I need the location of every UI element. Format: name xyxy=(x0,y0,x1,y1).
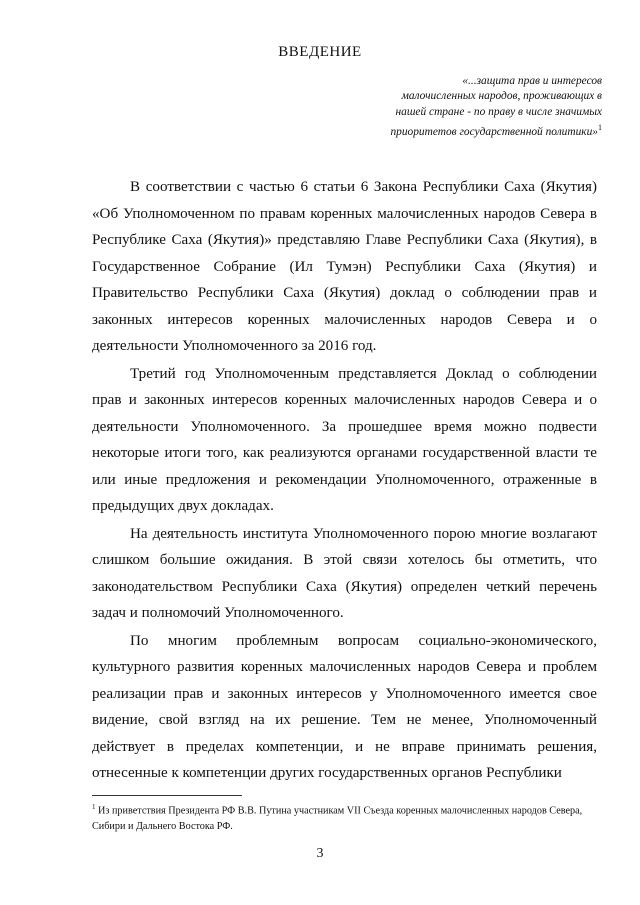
epigraph-line: приоритетов государственной политики» xyxy=(390,126,598,139)
page-title: ВВЕДЕНИЕ xyxy=(278,44,362,60)
epigraph xyxy=(302,74,602,140)
epigraph-line: нашей стране - по праву в числе значимых xyxy=(395,105,602,118)
footnote-marker: 1 xyxy=(92,803,96,811)
body-text xyxy=(92,174,597,788)
page-number: 3 xyxy=(316,846,324,861)
paragraph: На деятельность института Уполномоченного порою многие возлагают слишком большие ожидания. В этой связи хотелось бы отметить, что законодательством Республики Саха (Якутия) определен четкий перечень задач и полномочий Уполномоченного. xyxy=(92,525,597,621)
paragraph: В соответствии с частью 6 статьи 6 Закона Республики Саха (Якутия) «Об Уполномоченном по правам коренных малочисленных народов Севера в Республике Саха (Якутия)» представляю Главе Республики Саха (Якутия), в Государственное Собрание (Ил Тумэн) Республики Саха (Якутия) и Правительство Республики Саха (Якутия) доклад о соблюдении прав и законных интересов коренных малочисленных народов Севера и о деятельности Уполномоченного за 2016 год. xyxy=(92,179,597,354)
footnote-divider xyxy=(92,795,242,796)
epigraph-line-last xyxy=(302,120,602,140)
epigraph-line: «...защита прав и интересов xyxy=(462,75,602,87)
footnote-text: Из приветствия Президента РФ В.В. Путина участникам VII Съезда коренных малочисленных народов Севера, Сибири и Дальнего Востока РФ. xyxy=(92,805,583,832)
paragraph: По многим проблемным вопросам социально-экономического, культурного развития коренных малочисленных народов Севера и проблем реализации прав и законных интересов у Уполномоченного имеется свое видение, свой взгляд на их решение. Тем не менее, Уполномоченный действует в пределах компетенции, и не вправе принимать решения, отнесенные к компетенции других государственных органов Республики xyxy=(92,632,597,781)
footnote-reference[interactable]: 1 xyxy=(598,123,602,133)
epigraph-line: малочисленных народов, проживающих в xyxy=(401,90,602,103)
paragraph: Третий год Уполномоченным представляется Доклад о соблюдении прав и законных интересов коренных малочисленных народов Севера и о деятельности Уполномоченного. За прошедшее время можно подвести некоторые итоги того, как реализуются органами государственной власти те или иные предложения и рекомендации Уполномоченного, отраженные в предыдущих двух докладах. xyxy=(92,365,597,514)
footnote xyxy=(92,800,597,834)
